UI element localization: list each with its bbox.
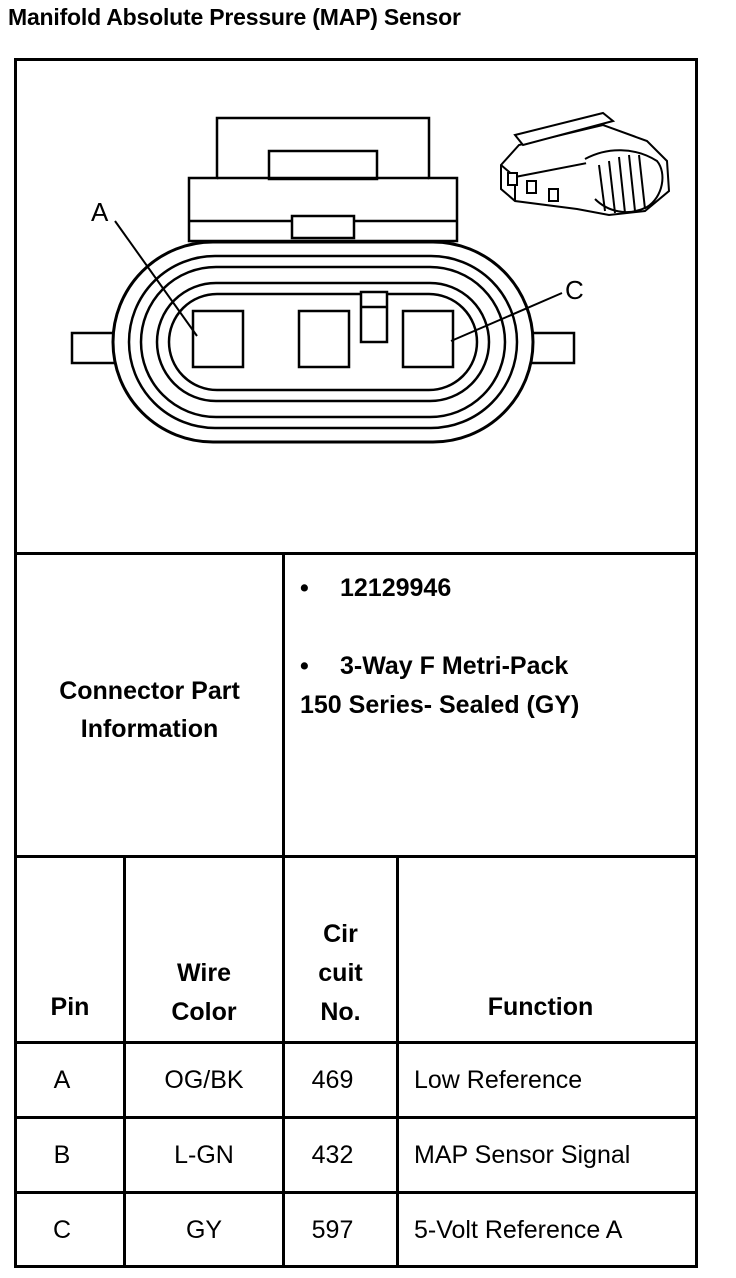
header-wire-color-1: Wire	[177, 959, 231, 987]
connector-face-diagram	[17, 61, 695, 551]
divider-diagram	[14, 552, 698, 555]
row-b-circuit: 432	[311, 1141, 354, 1169]
header-wire-color	[126, 954, 282, 1032]
header-wire-color-2: Color	[171, 998, 237, 1026]
header-circuit-1: Cir	[323, 920, 358, 948]
divider-row1	[14, 1116, 698, 1119]
row-c-wire-color: GY	[185, 1216, 223, 1244]
description-line-2: 150 Series- Sealed (GY)	[300, 691, 580, 719]
cavity-b	[299, 311, 349, 367]
part-number: 12129946	[340, 574, 452, 602]
divider-info-bottom	[14, 855, 698, 858]
row-b-function: MAP Sensor Signal	[414, 1141, 631, 1169]
divider-col3	[396, 855, 399, 1268]
cavity-c	[403, 311, 453, 367]
divider-row2	[14, 1191, 698, 1194]
label-line-2: Information	[80, 715, 219, 743]
row-c-pin: C	[52, 1216, 72, 1244]
connector-3d-icon	[501, 113, 669, 215]
row-c-function: 5-Volt Reference A	[414, 1216, 623, 1244]
row-c-circuit: 597	[311, 1216, 354, 1244]
row-a-circuit: 469	[311, 1066, 354, 1094]
page-title: Manifold Absolute Pressure (MAP) Sensor	[8, 4, 461, 30]
header-pin: Pin	[50, 993, 90, 1021]
row-a-function: Low Reference	[414, 1066, 583, 1094]
connector-info-label	[17, 672, 282, 748]
header-circuit-3: No.	[320, 998, 361, 1026]
bullet-2: •	[300, 652, 309, 680]
header-circuit	[285, 915, 396, 1032]
divider-info	[282, 552, 285, 858]
header-circuit-2: cuit	[318, 959, 363, 987]
row-a-pin: A	[53, 1066, 71, 1094]
row-b-wire-color: L-GN	[174, 1141, 234, 1169]
divider-header	[14, 1041, 698, 1044]
pin-c-label: C	[565, 275, 584, 305]
bullet-1: •	[300, 574, 309, 602]
row-a-wire-color: OG/BK	[164, 1066, 244, 1094]
divider-col1	[123, 855, 126, 1268]
label-line-1: Connector Part	[59, 677, 240, 705]
row-b-pin: B	[53, 1141, 71, 1169]
cavity-a	[193, 311, 243, 367]
pin-a-label: A	[91, 197, 109, 227]
description-line-1: 3-Way F Metri-Pack	[340, 652, 569, 680]
header-function: Function	[487, 993, 594, 1021]
